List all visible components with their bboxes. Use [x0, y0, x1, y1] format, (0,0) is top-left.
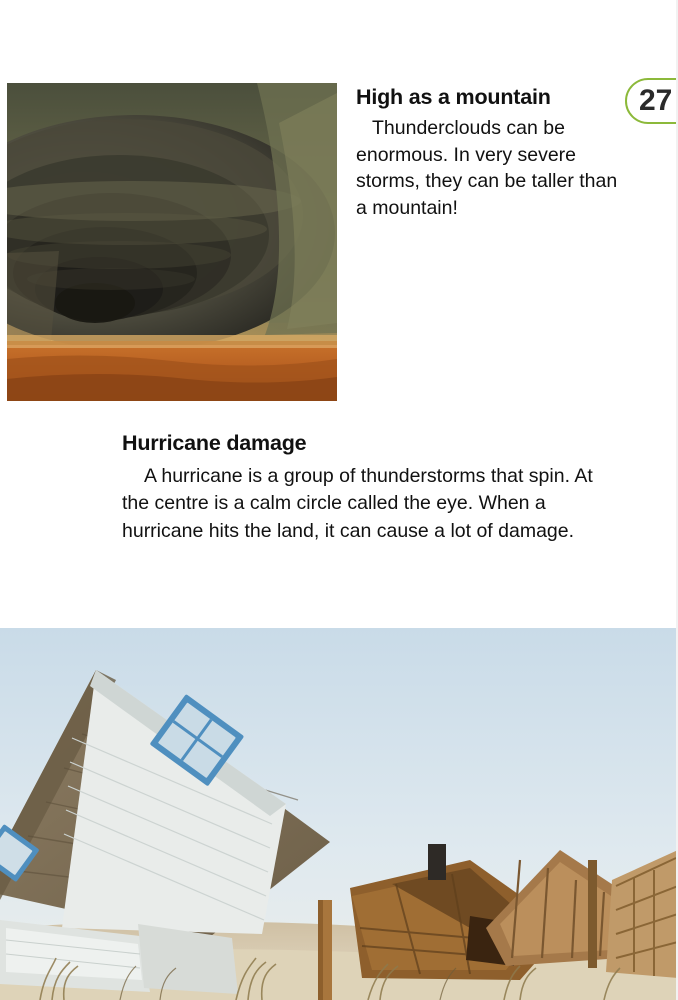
section-body: Thunderclouds can be enormous. In very severe storms, they can be taller than a mountain!	[356, 116, 618, 220]
page-number-label: 27	[639, 84, 673, 117]
section-hurricane-damage	[122, 432, 622, 546]
section-heading: High as a mountain	[356, 85, 551, 109]
page-number-badge	[625, 78, 678, 124]
section-high-as-a-mountain	[356, 86, 626, 222]
section-heading: Hurricane damage	[122, 431, 307, 455]
hurricane-damage-photo	[0, 628, 678, 1000]
section-body: A hurricane is a group of thunderstorms that spin. At the centre is a calm circle called the eye. When a hurricane hits the land, it can cause a lot of damage.	[122, 464, 593, 543]
supercell-storm-photo	[7, 83, 337, 401]
